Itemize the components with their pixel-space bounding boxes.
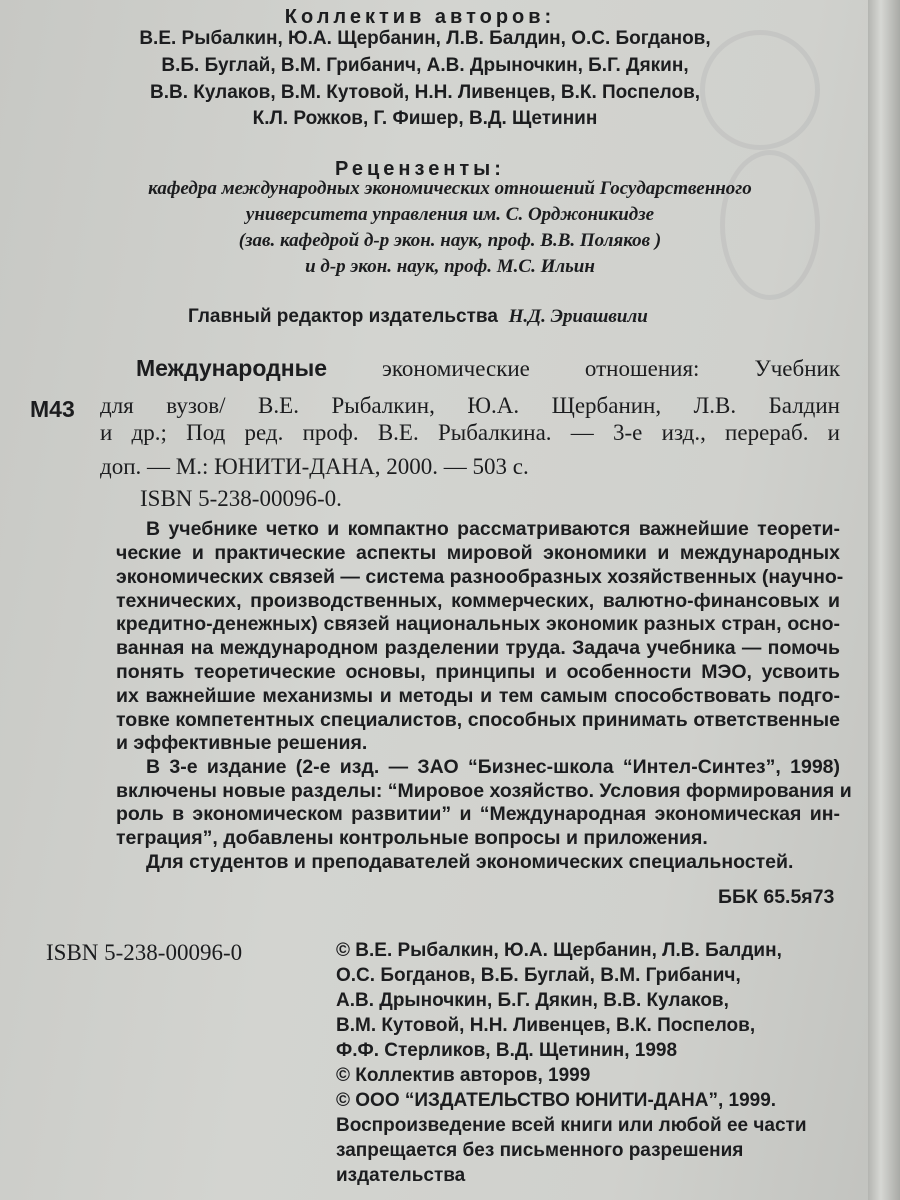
reviewer-line: и д-р экон. наук, проф. М.С. Ильин (305, 256, 595, 277)
abstract-line: Для студентов и преподавателей экономических специальностей. (146, 851, 794, 873)
author-line: В.Б. Буглай, В.М. Грибанич, А.В. Дрыночкин, Б.Г. Дякин, (161, 55, 689, 76)
copyright-line: запрещается без письменного разрешения (336, 1140, 744, 1161)
copyright-line: Воспроизведение всей книги или любой ее части (336, 1115, 807, 1136)
catalog-line-1 (136, 355, 840, 382)
footer-isbn: ISBN 5-238-00096-0 (46, 940, 243, 965)
chief-editor (188, 306, 648, 328)
catalog-title-rest: экономические отношения: Учебник (382, 356, 840, 381)
abstract-line: В 3-е издание (2-е изд. — ЗАО “Бизнес-школа “Интел-Синтез”, 1998) (146, 756, 840, 778)
abstract-line: и эффективные решения. (116, 732, 368, 754)
abstract-line: включены новые разделы: “Мировое хозяйство. Условия формирования и (116, 780, 852, 802)
abstract-line: В учебнике четко и компактно рассматриваются важнейшие теорети- (146, 518, 840, 540)
reviewer-line: кафедра международных экономических отношений Государственного (148, 178, 752, 199)
abstract-line: теграция”, добавлены контрольные вопросы и приложения. (116, 827, 708, 849)
page-edge (868, 0, 900, 1200)
copyright-line: издательства (336, 1165, 466, 1186)
copyright-line: © В.Е. Рыбалкин, Ю.А. Щербанин, Л.В. Балдин, (336, 940, 782, 961)
reviewer-line: университета управления им. С. Орджоникидзе (245, 204, 655, 225)
authors-heading: Коллектив авторов: (284, 6, 556, 28)
copyright-line: А.В. Дрыночкин, Б.Г. Дякин, В.В. Кулаков, (336, 990, 729, 1011)
abstract-line: ческие и практические аспекты мировой экономики и международных (116, 542, 840, 564)
catalog-line-3: и др.; Под ред. проф. В.Е. Рыбалкина. — 3-е изд., перераб. и (100, 420, 840, 445)
catalog-title: Международные (136, 355, 328, 381)
copyright-line: © ООО “ИЗДАТЕЛЬСТВО ЮНИТИ-ДАНА”, 1999. (336, 1090, 777, 1111)
abstract-line: роль в экономическом развитии” и “Международная экономическая ин- (116, 803, 840, 825)
copyright-line: Ф.Ф. Стерликов, В.Д. Щетинин, 1998 (336, 1040, 678, 1061)
abstract-line: технических, производственных, коммерческих, валютно-финансовых и (116, 590, 840, 612)
catalog-isbn: ISBN 5-238-00096-0. (140, 486, 342, 511)
abstract-line: товке компетентных специалистов, способных принимать ответственные (116, 709, 840, 731)
catalog-code: М43 (30, 396, 75, 422)
abstract-line: экономических связей — система разнообразных хозяйственных (научно- (116, 566, 844, 588)
copyright-line: В.М. Кутовой, Н.Н. Ливенцев, В.К. Поспелов, (336, 1015, 756, 1036)
copyright-line: О.С. Богданов, В.Б. Буглай, В.М. Грибанич, (336, 965, 741, 986)
catalog-line-2: для вузов/ В.Е. Рыбалкин, Ю.А. Щербанин, Л.В. Балдин (100, 393, 840, 418)
author-line: К.Л. Рожков, Г. Фишер, В.Д. Щетинин (252, 108, 598, 129)
copyright-line: © Коллектив авторов, 1999 (336, 1065, 591, 1086)
author-line: В.В. Кулаков, В.М. Кутовой, Н.Н. Ливенцев, В.К. Поспелов, (149, 82, 701, 103)
chief-editor-label: Главный редактор издательства (188, 306, 498, 327)
abstract-line: понять теоретические основы, принципы и особенности МЭО, усвоить (116, 661, 840, 683)
abstract-line: кредитно-денежных) связей национальных экономик разных стран, осно- (116, 613, 840, 635)
abstract-line: ванная на международном разделении труда. Задача учебника — помочь (116, 637, 840, 659)
chief-editor-name: Н.Д. Эриашвили (508, 306, 648, 327)
reviewer-line: (зав. кафедрой д-р экон. наук, проф. В.В. Поляков ) (238, 230, 662, 251)
abstract-line: их важнейшие механизмы и методы и тем самым способствовать подго- (116, 685, 840, 707)
bbk-code: ББК 65.5я73 (718, 886, 835, 908)
author-line: В.Е. Рыбалкин, Ю.А. Щербанин, Л.В. Балдин, О.С. Богданов, (139, 28, 711, 49)
reviewers-heading: Рецензенты: (335, 158, 505, 180)
catalog-line-4: доп. — М.: ЮНИТИ-ДАНА, 2000. — 503 с. (100, 454, 529, 479)
